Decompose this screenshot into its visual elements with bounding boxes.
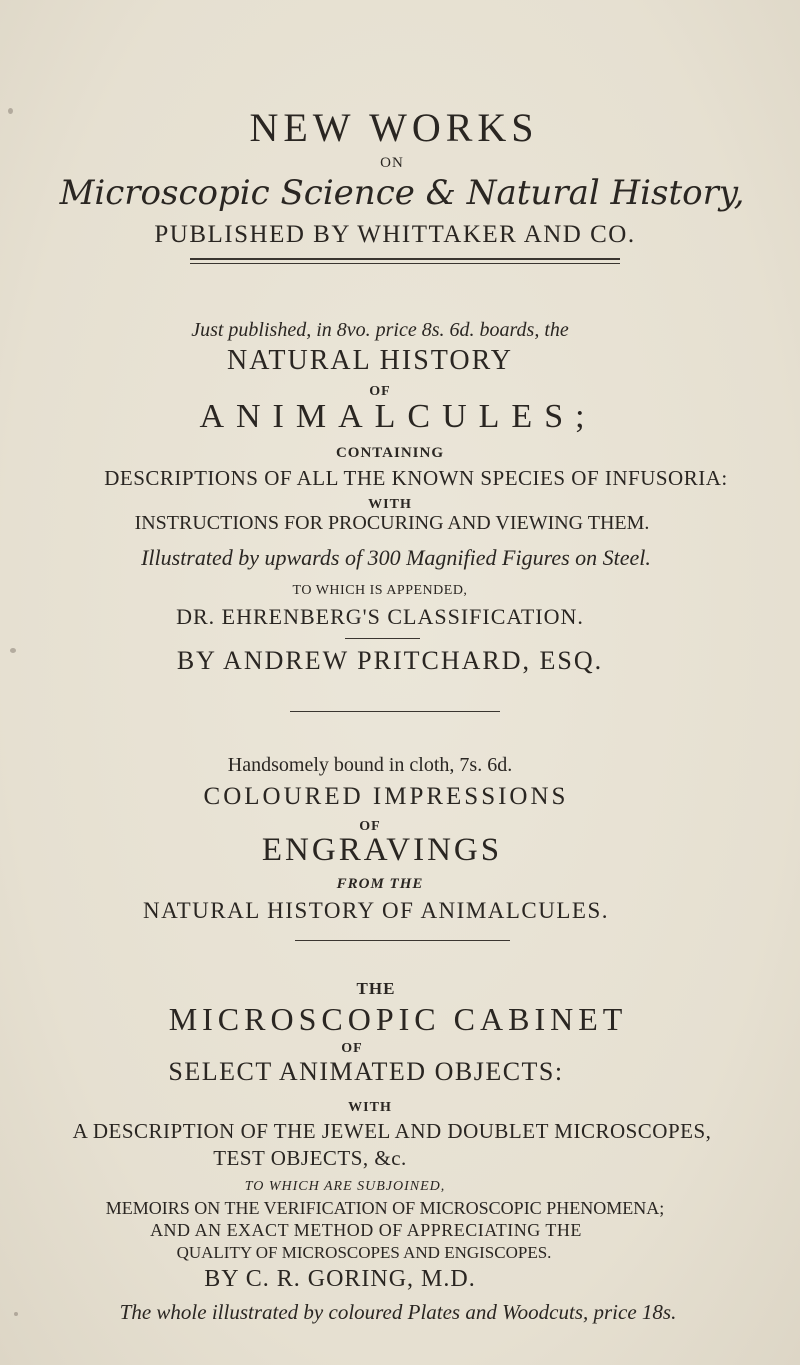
divider-1 [290, 711, 500, 712]
book1-of: OF [369, 384, 391, 399]
header-rule-top [190, 258, 620, 260]
book3-description: A DESCRIPTION OF THE JEWEL AND DOUBLET MICROSCOPES, [72, 1119, 712, 1143]
book3-author: BY C. R. GORING, M.D. [204, 1266, 476, 1292]
header-title: NEW WORKS [249, 105, 539, 150]
header-publisher: PUBLISHED BY WHITTAKER AND CO. [154, 221, 636, 248]
book3-title-select-objects: SELECT ANIMATED OBJECTS: [168, 1057, 564, 1086]
book3-memoirs: MEMOIRS ON THE VERIFICATION OF MICROSCOPIC PHENOMENA; [105, 1198, 665, 1218]
book3-of: OF [341, 1041, 363, 1056]
book1-descriptions: DESCRIPTIONS OF ALL THE KNOWN SPECIES OF INFUSORIA: [104, 466, 728, 490]
book2-title-natural-history: NATURAL HISTORY OF ANIMALCULES. [142, 898, 610, 923]
book3-test-objects: TEST OBJECTS, &c. [213, 1146, 407, 1170]
header-rule-bottom [190, 263, 620, 264]
book2-of: OF [359, 819, 381, 834]
book3-method: AND AN EXACT METHOD OF APPRECIATING THE [150, 1220, 582, 1240]
book1-author: BY ANDREW PRITCHARD, ESQ. [176, 646, 604, 675]
book1-rule-short [345, 638, 420, 639]
book2-binding: Handsomely bound in cloth, 7s. 6d. [227, 754, 513, 776]
book1-intro: Just published, in 8vo. price 8s. 6d. boards, the [191, 319, 569, 341]
book3-illustrated: The whole illustrated by coloured Plates and Woodcuts, price 18s. [119, 1300, 677, 1324]
book1-illustrated: Illustrated by upwards of 300 Magnified Figures on Steel. [141, 545, 651, 570]
header-subject: Microscopic Science & Natural History, [59, 173, 745, 213]
book3-title-microscopic-cabinet: MICROSCOPIC CABINET [168, 1001, 628, 1037]
book1-containing: CONTAINING [335, 445, 445, 461]
book2-from-the: FROM THE [336, 876, 424, 892]
book1-instructions: INSTRUCTIONS FOR PROCURING AND VIEWING THEM. [134, 512, 650, 534]
book1-with: WITH [368, 497, 412, 512]
book3-subjoined: TO WHICH ARE SUBJOINED, [244, 1179, 446, 1194]
book1-title-natural-history: NATURAL HISTORY [227, 345, 513, 376]
book3-quality: QUALITY OF MICROSCOPES AND ENGISCOPES. [176, 1243, 552, 1262]
book1-classification: DR. EHRENBERG'S CLASSIFICATION. [176, 604, 584, 629]
book3-the: THE [356, 979, 396, 998]
book1-appended: TO WHICH IS APPENDED, [292, 583, 468, 598]
book2-title-engravings: ENGRAVINGS [261, 832, 503, 868]
header-on: ON [380, 155, 404, 171]
book3-with: WITH [348, 1100, 392, 1115]
divider-2 [295, 940, 510, 941]
book1-title-animalcules: ANIMALCULES; [199, 398, 597, 435]
book2-title-coloured-impressions: COLOURED IMPRESSIONS [203, 783, 569, 810]
